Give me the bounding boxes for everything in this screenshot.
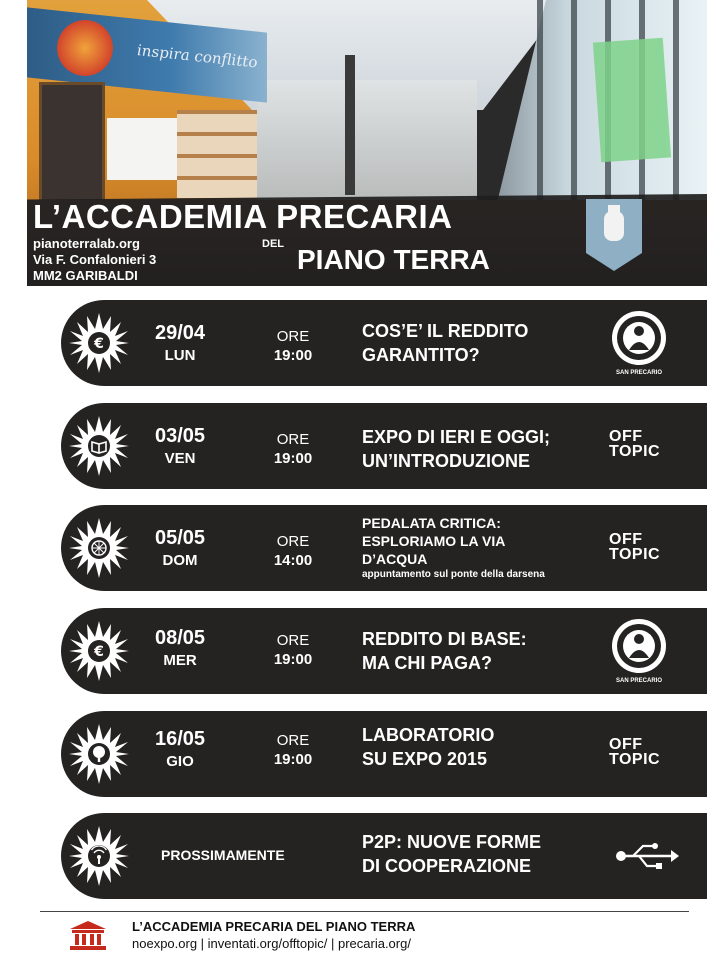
sunburst-euro-icon	[67, 311, 131, 375]
institution-building-icon	[70, 921, 106, 951]
event-ore-label: ORE	[276, 328, 310, 345]
coming-soon-label: PROSSIMAMENTE	[161, 847, 285, 863]
page-title: L’ACCADEMIA PRECARIA	[33, 198, 453, 235]
sunburst-bicycle-wheel-icon	[67, 516, 131, 580]
event-date: 08/05	[154, 627, 206, 649]
event-time: 19:00	[273, 450, 313, 467]
photo-whiteboard	[107, 118, 177, 180]
san-precario-logo-icon	[609, 310, 669, 376]
photo-lamp-pole	[345, 55, 355, 195]
event-title	[362, 830, 592, 878]
footer-links: noexpo.org | inventati.org/offtopic/ | precaria.org/	[132, 936, 411, 951]
event-date: 05/05	[154, 527, 206, 549]
off-topic-logo	[609, 429, 677, 459]
event-ore-label: ORE	[276, 533, 310, 550]
event-title-line: DI COOPERAZIONE	[362, 856, 532, 876]
event-title-line: PEDALATA CRITICA:	[362, 515, 501, 531]
title-del: DEL	[262, 238, 284, 250]
event-day: LUN	[164, 347, 196, 364]
event-title	[362, 319, 592, 367]
event-time: 19:00	[273, 651, 313, 668]
event-title-line: LABORATORIO	[362, 725, 495, 745]
address-metro: MM2 GARIBALDI	[33, 268, 138, 283]
event-ore-label: ORE	[276, 431, 310, 448]
off-topic-logo-line: OFF	[609, 736, 643, 753]
event-title	[362, 723, 592, 771]
event-day: GIO	[166, 753, 194, 770]
event-note: appuntamento sul ponte della darsena	[362, 569, 545, 580]
sunburst-wireless-icon	[67, 824, 131, 888]
event-title-line: COS’E’ IL REDDITO	[362, 321, 529, 341]
event-title-line: EXPO DI IERI E OGGI;	[362, 427, 551, 447]
event-title-line: REDDITO DI BASE:	[362, 629, 527, 649]
event-time: 19:00	[273, 347, 313, 364]
sunburst-tree-icon	[67, 722, 131, 786]
svg-text:€: €	[94, 644, 104, 660]
event-title	[362, 425, 592, 473]
shield-logo-icon	[586, 199, 642, 271]
event-ore-label: ORE	[276, 632, 310, 649]
off-topic-logo	[609, 532, 677, 562]
usb-icon	[615, 841, 679, 871]
event-day: VEN	[164, 450, 196, 467]
event-row	[61, 300, 707, 386]
photo-bookshelf	[177, 110, 257, 200]
website-text: pianoterralab.org	[33, 236, 140, 251]
photo-window-poster	[593, 38, 671, 163]
svg-text:SAN PRECARIO: SAN PRECARIO	[615, 678, 663, 684]
event-time: 14:00	[273, 552, 313, 569]
event-row	[61, 608, 707, 694]
svg-text:SAN PRECARIO: SAN PRECARIO	[615, 370, 663, 376]
off-topic-logo-line: TOPIC	[609, 546, 661, 563]
off-topic-logo-line: OFF	[609, 428, 643, 445]
off-topic-logo-line: OFF	[609, 531, 643, 548]
footer-divider	[40, 911, 689, 912]
footer-title: L’ACCADEMIA PRECARIA DEL PIANO TERRA	[132, 919, 416, 934]
event-title	[362, 514, 592, 568]
event-time: 19:00	[273, 751, 313, 768]
event-day: MER	[163, 652, 197, 669]
sunburst-euro-icon	[67, 619, 131, 683]
event-title-line: UN’INTRODUZIONE	[362, 451, 530, 471]
event-ore-label: ORE	[276, 732, 310, 749]
photo-back-wall	[257, 80, 477, 200]
event-day: DOM	[162, 552, 198, 569]
event-title-line: ESPLORIAMO LA VIA	[362, 533, 506, 549]
off-topic-logo-line: TOPIC	[609, 751, 661, 768]
event-row	[61, 711, 707, 797]
photo-banner-sun	[57, 20, 113, 76]
sunburst-book-icon	[67, 414, 131, 478]
event-date: 29/04	[154, 322, 206, 344]
page-subtitle: PIANO TERRA	[297, 244, 490, 275]
event-title	[362, 627, 592, 675]
photo-banner-text: inspira conflitto	[137, 40, 258, 72]
event-title-line: SU EXPO 2015	[362, 749, 488, 769]
event-date: 03/05	[154, 425, 206, 447]
event-row	[61, 403, 707, 489]
event-date: 16/05	[154, 728, 206, 750]
svg-text:€: €	[94, 336, 104, 352]
off-topic-logo-line: TOPIC	[609, 443, 661, 460]
event-row	[61, 505, 707, 591]
san-precario-logo-icon	[609, 618, 669, 684]
event-title-line: D’ACQUA	[362, 551, 428, 567]
event-title-line: GARANTITO?	[362, 345, 480, 365]
event-row	[61, 813, 707, 899]
off-topic-logo	[609, 737, 677, 767]
event-title-line: MA CHI PAGA?	[362, 653, 492, 673]
address-street: Via F. Confalonieri 3	[33, 252, 157, 267]
event-title-line: P2P: NUOVE FORME	[362, 832, 542, 852]
